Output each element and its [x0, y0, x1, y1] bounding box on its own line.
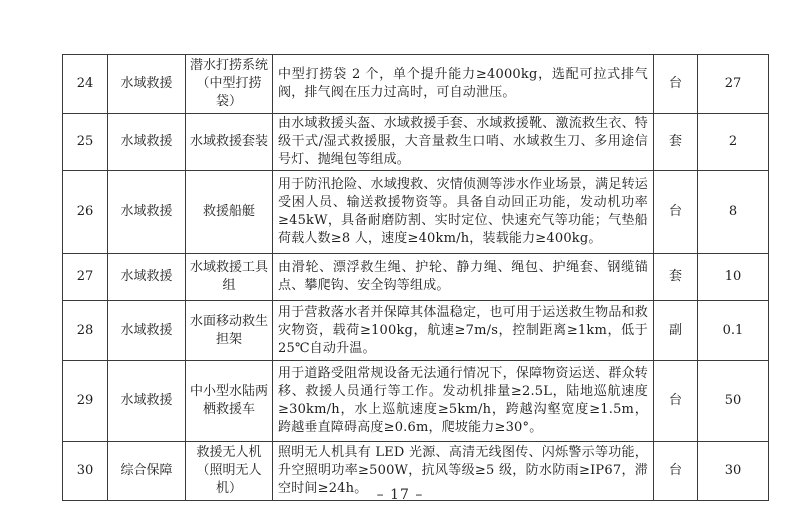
category-cell: 水域救援	[108, 301, 186, 361]
spec-cell: 用于营救落水者并保障其体温稳定，也可用于运送救生物品和救灾物资，载荷≥100kg，航速≥7m/s，控制距离≥1km，低于 25℃自动升温。	[273, 301, 654, 361]
equipment-name-cell: 水域救援套装	[186, 114, 273, 171]
unit-cell: 套	[654, 254, 698, 301]
spec-cell: 由滑轮、漂浮救生绳、护轮、静力绳、绳包、护绳套、钢缆锚点、攀爬钩、安全钩等组成。	[273, 254, 654, 301]
spec-cell: 照明无人机具有 LED 光源、高清无线图传、闪烁警示等功能，升空照明功率≥500W，抗风等级≥5 级，防水防雨≥IP67，滞空时间≥24h。	[273, 442, 654, 501]
quantity-cell: 8	[698, 171, 769, 254]
category-cell: 水域救援	[108, 254, 186, 301]
spec-cell: 用于道路受阻常规设备无法通行情况下，保障物资运送、群众转移、救援人员通行等工作。发动机排量≥2.5L，陆地巡航速度≥30km/h，水上巡航速度≥5km/h，跨越沟壑宽度≥1.5m，跨越垂直障碍高度≥0.6m，爬坡能力≥30°。	[273, 361, 654, 442]
quantity-cell: 27	[698, 55, 769, 114]
equipment-name-cell: 水域救援工具组	[186, 254, 273, 301]
row-number-cell: 25	[63, 114, 108, 171]
row-number-cell: 30	[63, 442, 108, 501]
equipment-name-cell: 水面移动救生担架	[186, 301, 273, 361]
row-number-cell: 26	[63, 171, 108, 254]
spec-cell: 由水域救援头盔、水域救援手套、水域救援靴、激流救生衣、特级干式/湿式救援服，大音量救生口哨、水域救生刀、多用途信号灯、抛绳包等组成。	[273, 114, 654, 171]
equipment-name-cell: 救援无人机（照明无人机）	[186, 442, 273, 501]
table-row	[63, 301, 769, 361]
unit-cell: 副	[654, 301, 698, 361]
unit-cell: 台	[654, 361, 698, 442]
unit-cell: 套	[654, 114, 698, 171]
unit-cell: 台	[654, 55, 698, 114]
spec-cell: 用于防汛抢险、水域搜救、灾情侦测等涉水作业场景，满足转运受困人员、输送救援物资等。具备自动回正功能，发动机功率≥45kW，具备耐磨防割、实时定位、快速充气等功能；气垫船荷载人数≥8 人，速度≥40km/h，装载能力≥400kg。	[273, 171, 654, 254]
quantity-cell: 0.1	[698, 301, 769, 361]
table-row	[63, 171, 769, 254]
category-cell: 水域救援	[108, 171, 186, 254]
spec-cell: 中型打捞袋 2 个，单个提升能力≥4000kg，选配可拉式排气阀，排气阀在压力过高时，可自动泄压。	[273, 55, 654, 114]
equipment-name-cell: 中小型水陆两栖救援车	[186, 361, 273, 442]
quantity-cell: 50	[698, 361, 769, 442]
row-number-cell: 24	[63, 55, 108, 114]
quantity-cell: 10	[698, 254, 769, 301]
equipment-name-cell: 救援船艇	[186, 171, 273, 254]
category-cell: 水域救援	[108, 114, 186, 171]
row-number-cell: 28	[63, 301, 108, 361]
row-number-cell: 29	[63, 361, 108, 442]
quantity-cell: 30	[698, 442, 769, 501]
equipment-spec-table	[62, 54, 769, 501]
row-number-cell: 27	[63, 254, 108, 301]
equipment-name-cell: 潜水打捞系统（中型打捞袋）	[186, 55, 273, 114]
table-row	[63, 254, 769, 301]
page-number: – 17 –	[376, 487, 424, 503]
category-cell: 综合保障	[108, 442, 186, 501]
table-row	[63, 114, 769, 171]
category-cell: 水域救援	[108, 55, 186, 114]
quantity-cell: 2	[698, 114, 769, 171]
unit-cell: 台	[654, 442, 698, 501]
unit-cell: 台	[654, 171, 698, 254]
table-row	[63, 361, 769, 442]
table-row	[63, 55, 769, 114]
category-cell: 水域救援	[108, 361, 186, 442]
